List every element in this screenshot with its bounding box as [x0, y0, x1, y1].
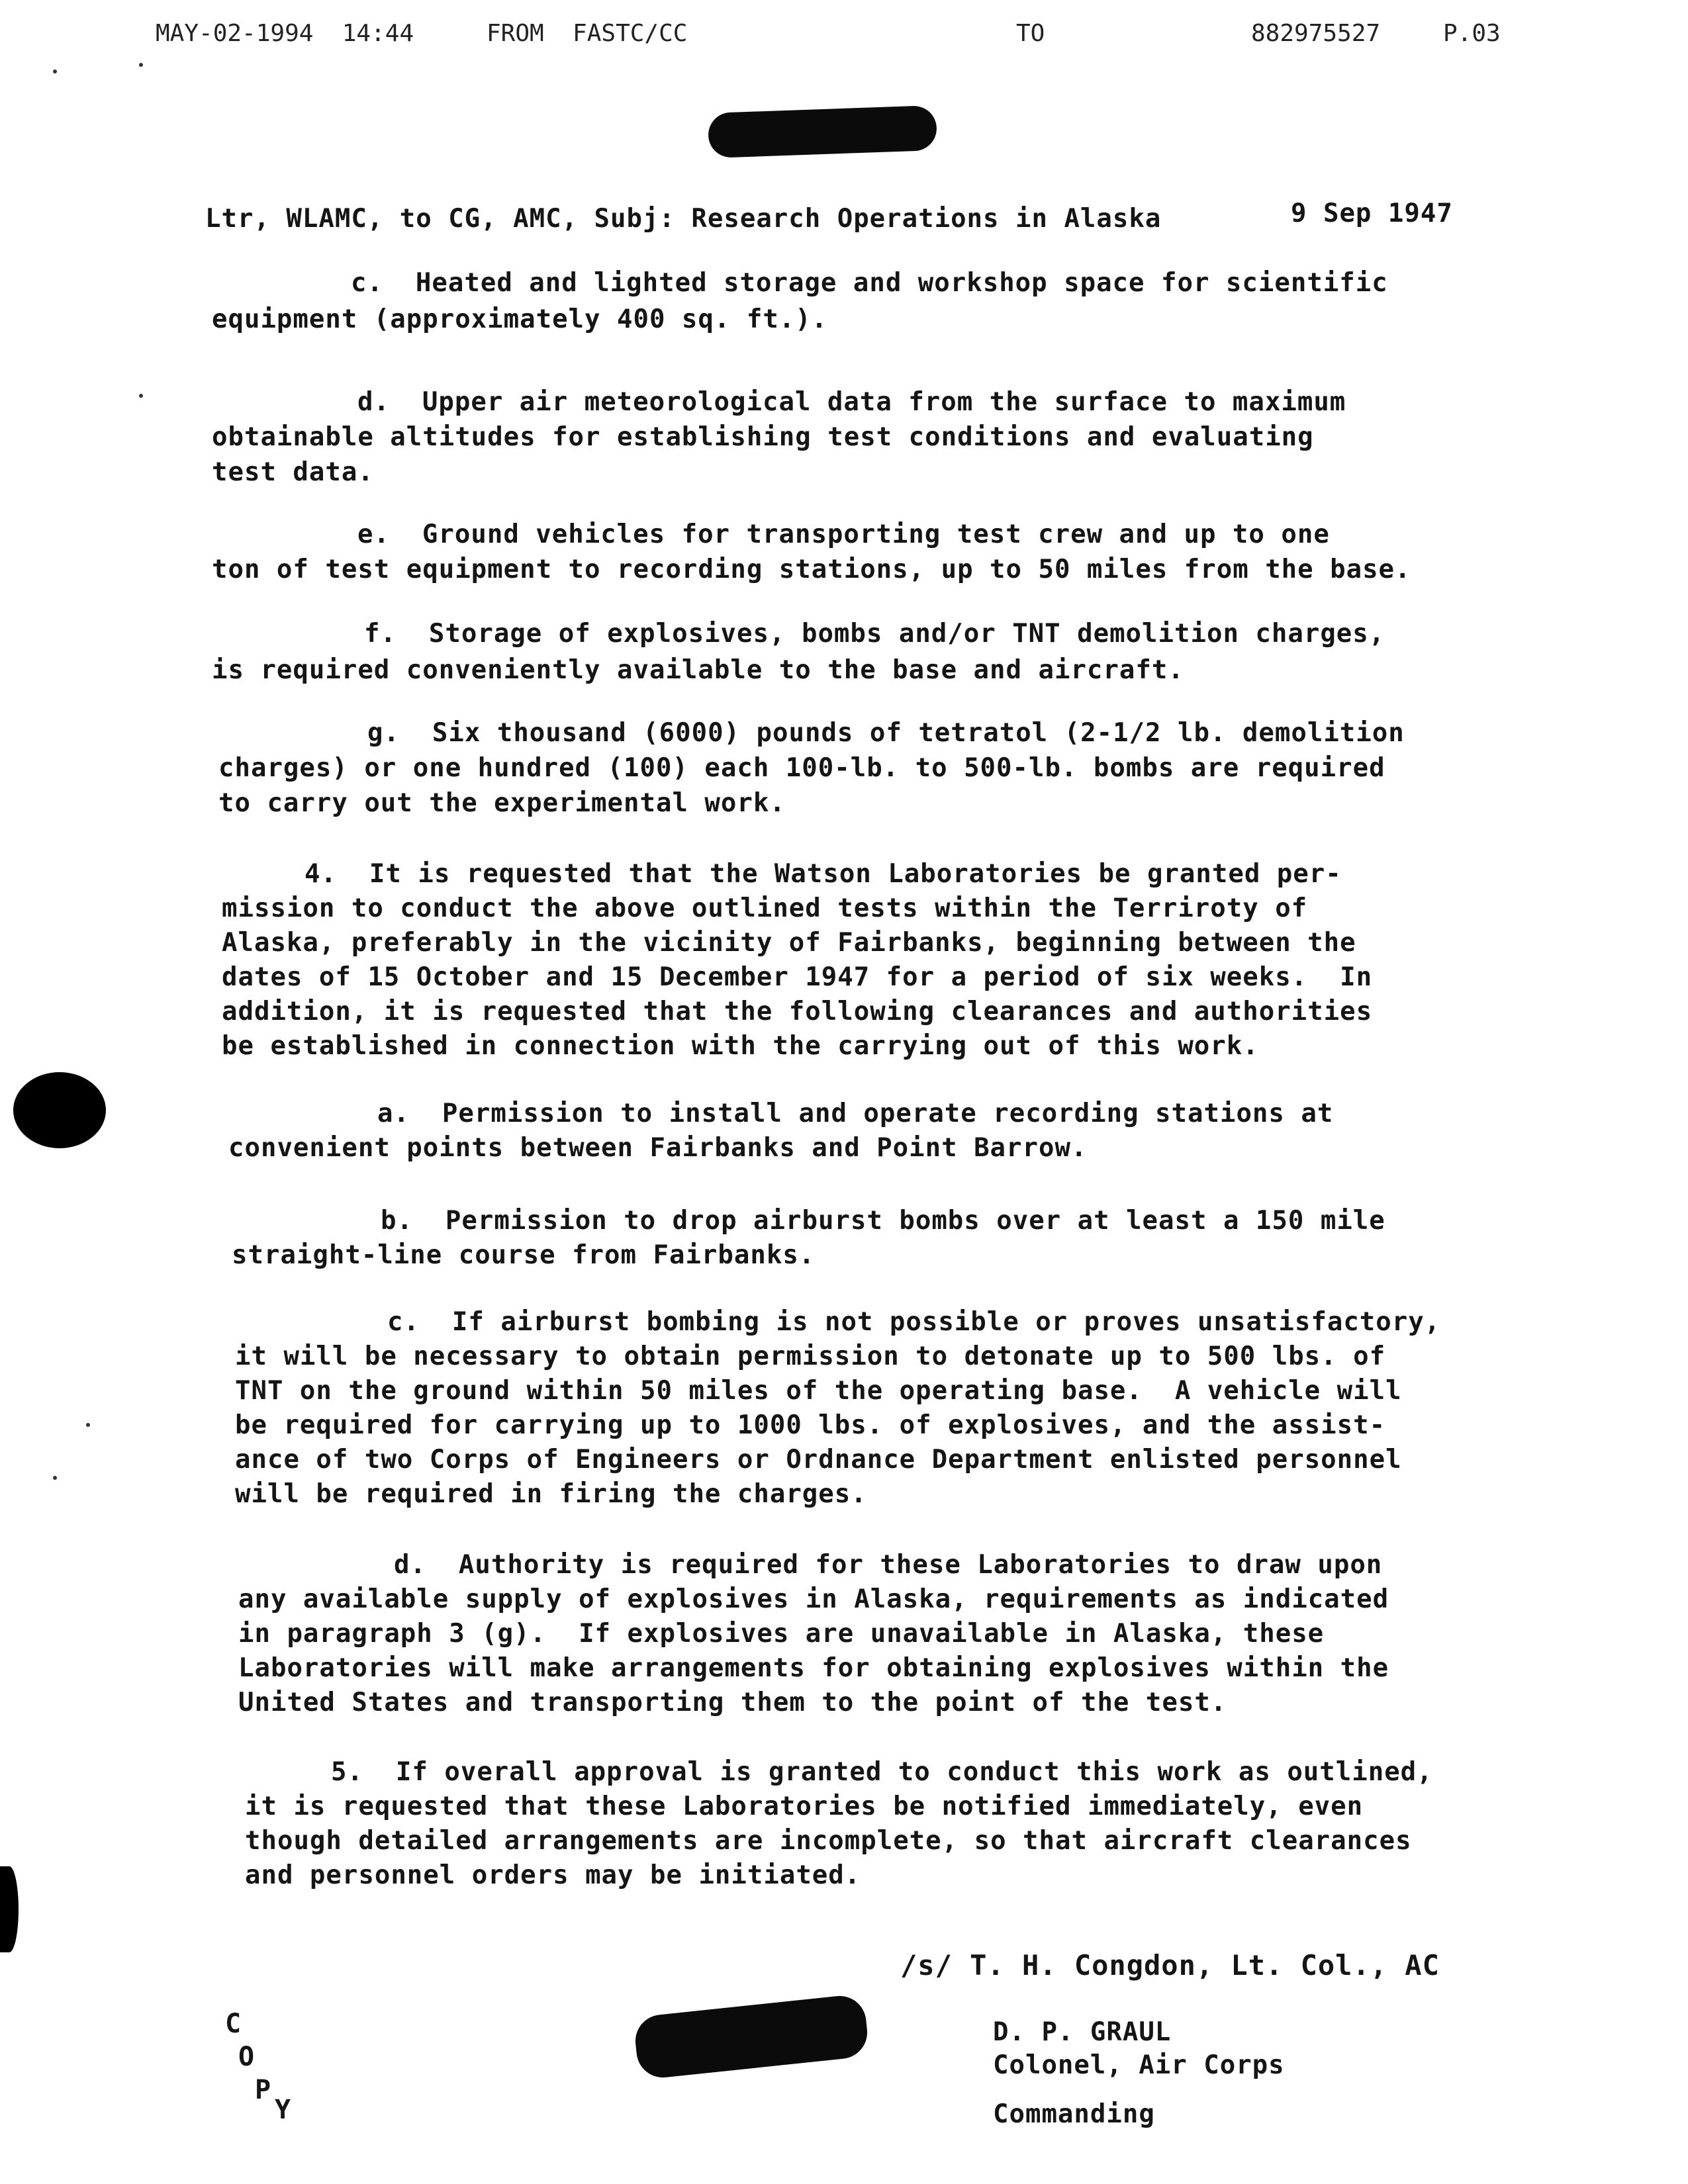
speck	[53, 1476, 57, 1480]
para-4-line1: 4. It is requested that the Watson Laboratories be granted per-	[305, 859, 1342, 889]
para-5-line1: 5. If overall approval is granted to conduct this work as outlined,	[331, 1757, 1433, 1787]
signer-title: Commanding	[993, 2099, 1155, 2129]
copy-mark-p: P	[255, 2075, 272, 2105]
para-4d: d. Authority is required for these Laboratories to draw upon	[394, 1550, 1383, 1580]
fax-date-time: MAY-02-1994 14:44	[156, 20, 414, 47]
para-f-cont: is required conveniently available to the base and aircraft.	[212, 655, 1184, 685]
para-4b: b. Permission to drop airburst bombs over at least a 150 mile	[381, 1206, 1385, 1236]
para-4c-cont3: be required for carrying up to 1000 lbs. of explosives, and the assist-	[235, 1410, 1386, 1440]
para-4c-cont2: TNT on the ground within 50 miles of the operating base. A vehicle will	[235, 1376, 1402, 1406]
para-g: g. Six thousand (6000) pounds of tetratol (2-1/2 lb. demolition	[367, 718, 1405, 748]
para-5-line4: and personnel orders may be initiated.	[245, 1860, 861, 1890]
speck	[139, 63, 143, 67]
speck	[53, 69, 57, 73]
para-e: e. Ground vehicles for transporting test crew and up to one	[357, 520, 1330, 549]
copy-mark-c: C	[225, 2009, 242, 2039]
para-d-cont2: test data.	[212, 457, 374, 487]
edge-mark	[0, 1866, 19, 1952]
para-4c-cont1: it will be necessary to obtain permission to detonate up to 500 lbs. of	[235, 1342, 1386, 1371]
para-5-line3: though detailed arrangements are incomplete, so that aircraft clearances	[245, 1826, 1412, 1856]
para-c: c. Heated and lighted storage and workshop space for scientific	[351, 268, 1388, 298]
fax-from: FROM FASTC/CC	[487, 20, 688, 47]
para-4a: a. Permission to install and operate recording stations at	[377, 1099, 1334, 1128]
para-d: d. Upper air meteorological data from the surface to maximum	[357, 387, 1346, 417]
para-e-cont: ton of test equipment to recording stations, up to 50 miles from the base.	[212, 555, 1411, 584]
para-4c-cont4: ance of two Corps of Engineers or Ordnance Department enlisted personnel	[235, 1445, 1402, 1475]
para-4-line5: addition, it is requested that the following clearances and authorities	[222, 997, 1373, 1026]
para-4-line3: Alaska, preferably in the vicinity of Fairbanks, beginning between the	[222, 928, 1356, 958]
speck	[86, 1423, 90, 1427]
para-f: f. Storage of explosives, bombs and/or TNT demolition charges,	[364, 619, 1385, 649]
punch-hole-mark	[13, 1072, 106, 1148]
para-4a-cont: convenient points between Fairbanks and Point Barrow.	[228, 1133, 1088, 1163]
speck	[139, 394, 143, 398]
signed-line: /s/ T. H. Congdon, Lt. Col., AC	[900, 1949, 1440, 1981]
subject-line: Ltr, WLAMC, to CG, AMC, Subj: Research Operations in Alaska	[205, 204, 1162, 234]
para-g-cont1: charges) or one hundred (100) each 100-lb. to 500-lb. bombs are required	[218, 753, 1385, 783]
fax-to: TO	[1016, 20, 1045, 47]
letter-date: 9 Sep 1947	[1291, 199, 1453, 228]
copy-mark-o: O	[238, 2042, 256, 2072]
para-d-cont1: obtainable altitudes for establishing test conditions and evaluating	[212, 422, 1314, 452]
para-4d-cont2: in paragraph 3 (g). If explosives are unavailable in Alaska, these	[238, 1619, 1325, 1649]
para-4-line6: be established in connection with the carrying out of this work.	[222, 1031, 1259, 1061]
para-4c-cont5: will be required in firing the charges.	[235, 1479, 867, 1509]
signer-name: D. P. GRAUL	[993, 2017, 1172, 2047]
para-4-line2: mission to conduct the above outlined tests within the Terriroty of	[222, 893, 1308, 923]
para-c-cont: equipment (approximately 400 sq. ft.).	[212, 304, 828, 334]
signer-rank: Colonel, Air Corps	[993, 2050, 1285, 2080]
para-5-line2: it is requested that these Laboratories be notified immediately, even	[245, 1792, 1364, 1821]
para-4c: c. If airburst bombing is not possible or proves unsatisfactory,	[387, 1307, 1441, 1337]
para-4d-cont3: Laboratories will make arrangements for obtaining explosives within the	[238, 1653, 1389, 1683]
para-4d-cont4: United States and transporting them to the point of the test.	[238, 1688, 1227, 1717]
para-4b-cont: straight-line course from Fairbanks.	[232, 1240, 816, 1270]
para-4-line4: dates of 15 October and 15 December 1947 for a period of six weeks. In	[222, 962, 1373, 992]
copy-mark-y: Y	[275, 2095, 292, 2125]
para-4d-cont1: any available supply of explosives in Alaska, requirements as indicated	[238, 1584, 1389, 1614]
para-g-cont2: to carry out the experimental work.	[218, 788, 786, 818]
fax-page: P.03	[1443, 20, 1501, 47]
fax-number: 882975527	[1251, 20, 1381, 47]
